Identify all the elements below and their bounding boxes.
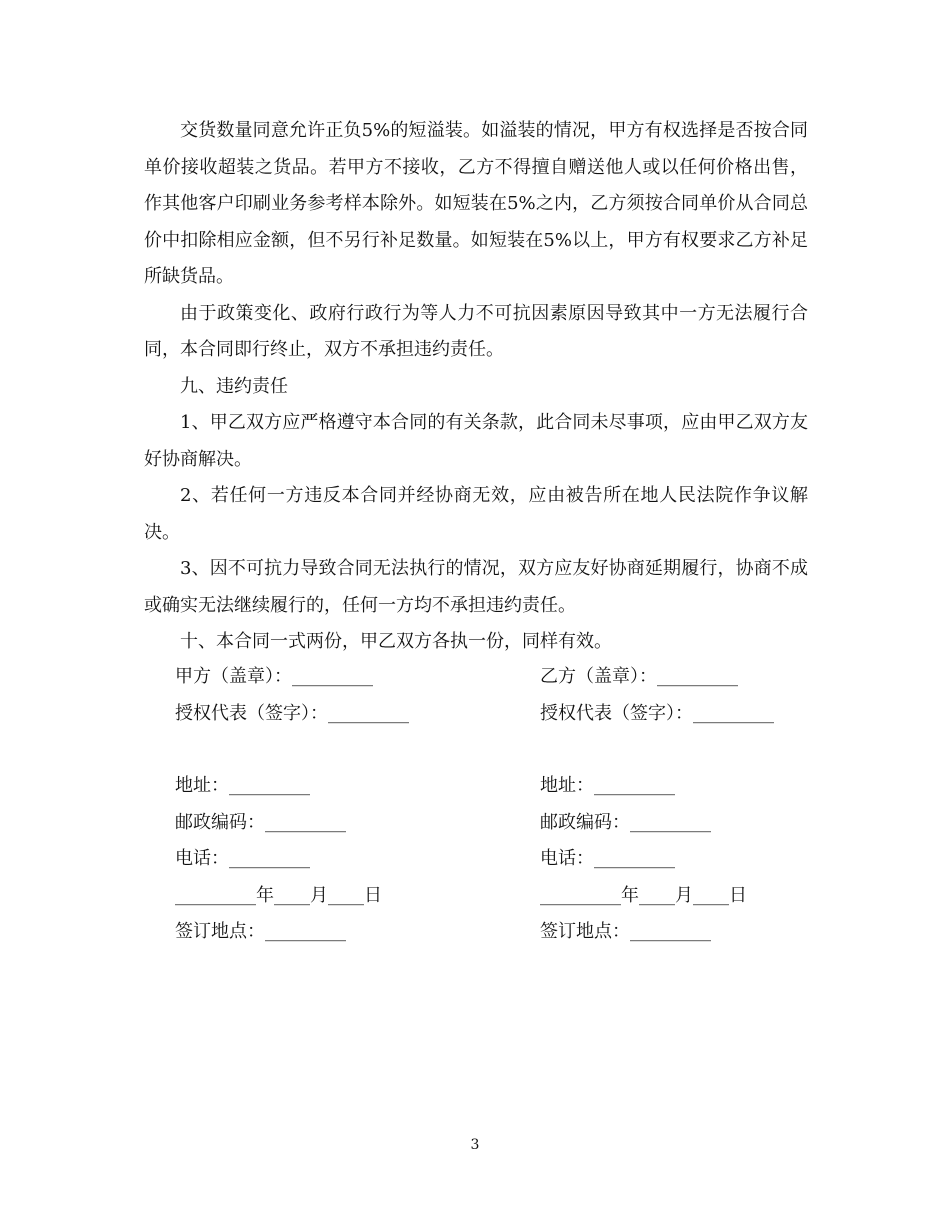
party-a-signing-place-field: 签订地点：_________ <box>175 921 346 942</box>
clause-paragraph: 2、若任何一方违反本合同并经协商无效，应由被告所在地人民法院作争议解决。 <box>144 485 808 543</box>
contract-body <box>144 113 808 661</box>
clause-paragraph: 1、甲乙双方应严格遵守本合同的有关条款，此合同未尽事项，应由甲乙双方友好协商解决。 <box>144 412 808 470</box>
party-b-seal-field: 乙方（盖章）：_________ <box>540 666 738 687</box>
clause-paragraph: 交货数量同意允许正负5%的短溢装。如溢装的情况，甲方有权选择是否按合同单价接收超装之货品。若甲方不接收，乙方不得擅自赠送他人或以任何价格出售，作其他客户印刷业务参考样本除外。如短装在5%之内，乙方须按合同单价从合同总价中扣除相应金额，但不另行补足数量。如短装在5%以上，甲方有权要求乙方补足所缺货品。 <box>144 120 808 287</box>
clause-paragraph: 3、因不可抗力导致合同无法执行的情况，双方应友好协商延期履行，协商不成或确实无法继续履行的，任何一方均不承担违约责任。 <box>144 558 808 616</box>
section-heading: 九、违约责任 <box>180 375 288 397</box>
section-heading: 十、本合同一式两份，甲乙双方各执一份，同样有效。 <box>180 631 612 652</box>
party-a-address-field: 地址：_________ <box>175 775 310 796</box>
party-b-phone-field: 电话：_________ <box>540 848 675 869</box>
signature-row <box>175 696 815 733</box>
party-b-postcode-field: 邮政编码：_________ <box>540 811 711 833</box>
clause-paragraph: 由于政策变化、政府行政行为等人力不可抗因素原因导致其中一方无法履行合同，本合同即行终止，双方不承担违约责任。 <box>144 302 808 360</box>
party-b-date-field: _________年____月____日 <box>540 884 747 906</box>
page-number: 3 <box>470 1137 480 1153</box>
signature-row <box>175 841 815 878</box>
party-a-seal-field: 甲方（盖章）：_________ <box>175 666 373 687</box>
party-a-phone-field: 电话：_________ <box>175 848 310 869</box>
party-b-address-field: 地址：_________ <box>540 775 675 796</box>
signature-block <box>175 659 815 951</box>
signature-row <box>175 768 815 805</box>
party-a-postcode-field: 邮政编码：_________ <box>175 811 346 833</box>
party-b-signing-place-field: 签订地点：_________ <box>540 921 711 942</box>
party-a-representative-field: 授权代表（签字）：_________ <box>175 702 409 724</box>
party-a-date-field: _________年____月____日 <box>175 884 382 906</box>
signature-row <box>175 659 815 696</box>
signature-row <box>175 878 815 915</box>
signature-row <box>175 914 815 951</box>
party-b-representative-field: 授权代表（签字）：_________ <box>540 702 774 724</box>
signature-row <box>175 805 815 842</box>
